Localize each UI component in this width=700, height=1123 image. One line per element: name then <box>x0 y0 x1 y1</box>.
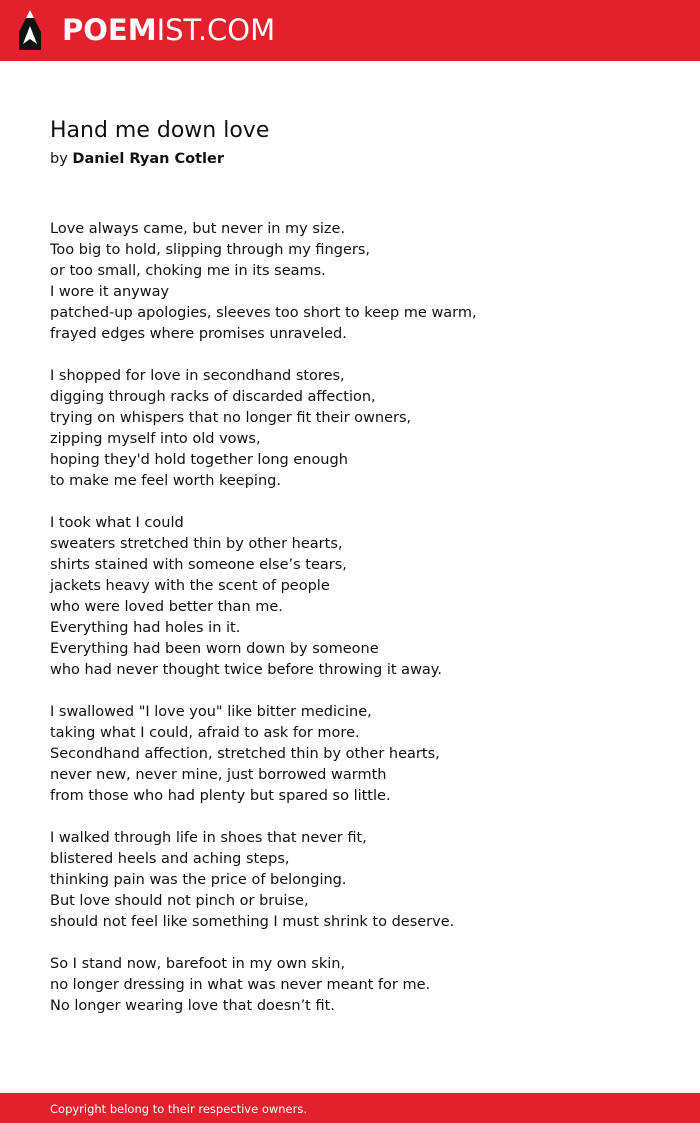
poem-line: never new, never mine, just borrowed warmth <box>50 767 387 783</box>
pencil-nib-icon <box>17 9 43 51</box>
logo-text-bold: POEM <box>62 13 157 47</box>
poem-line: I swallowed "I love you" like bitter medicine, <box>50 704 372 720</box>
poem-title: Hand me down love <box>50 118 270 143</box>
poem-line: But love should not pinch or bruise, <box>50 893 309 909</box>
poem-line: thinking pain was the price of belonging. <box>50 872 347 888</box>
poem-line: No longer wearing love that doesn’t fit. <box>50 998 335 1014</box>
poem-byline <box>50 149 224 169</box>
poem-line: zipping myself into old vows, <box>50 431 261 447</box>
copyright-notice: Copyright belong to their respective owners. <box>50 1102 308 1116</box>
poem-line: digging through racks of discarded affection, <box>50 389 376 405</box>
poem-line: shirts stained with someone else’s tears, <box>50 557 347 573</box>
poem-body <box>50 219 670 1038</box>
poem-line: Love always came, but never in my size. <box>50 221 346 237</box>
poem-line: Everything had holes in it. <box>50 620 241 636</box>
logo-text-light: IST.COM <box>156 13 276 47</box>
poem-line: from those who had plenty but spared so little. <box>50 788 391 804</box>
poem-line: So I stand now, barefoot in my own skin, <box>50 956 346 972</box>
poem-line: frayed edges where promises unraveled. <box>50 326 347 342</box>
poem-stanza <box>50 366 670 492</box>
poem-line: who had never thought twice before throwing it away. <box>50 662 442 678</box>
poem-line: or too small, choking me in its seams. <box>50 263 326 279</box>
site-header <box>0 0 700 61</box>
poem-stanza <box>50 702 670 807</box>
poem-line: to make me feel worth keeping. <box>50 473 281 489</box>
site-footer <box>0 1093 700 1123</box>
poem-line: Everything had been worn down by someone <box>50 641 379 657</box>
poem-line: patched-up apologies, sleeves too short to keep me warm, <box>50 305 477 321</box>
poem-line: Too big to hold, slipping through my fingers, <box>50 242 370 258</box>
by-label: by <box>50 151 68 167</box>
poem-stanza <box>50 219 670 345</box>
poem-stanza <box>50 954 670 1017</box>
poem-line: I took what I could <box>50 515 184 531</box>
poem-line: trying on whispers that no longer fit their owners, <box>50 410 412 426</box>
poem-stanza <box>50 828 670 933</box>
site-logo[interactable] <box>62 12 275 48</box>
poem-line: who were loved better than me. <box>50 599 283 615</box>
poem-line: I wore it anyway <box>50 284 170 300</box>
poem-line: blistered heels and aching steps, <box>50 851 290 867</box>
poem-line: jackets heavy with the scent of people <box>50 578 330 594</box>
poem-line: should not feel like something I must shrink to deserve. <box>50 914 455 930</box>
poem-line: taking what I could, afraid to ask for more. <box>50 725 360 741</box>
poem-line: sweaters stretched thin by other hearts, <box>50 536 343 552</box>
poem-author: Daniel Ryan Cotler <box>72 151 224 167</box>
poem-line: Secondhand affection, stretched thin by other hearts, <box>50 746 440 762</box>
poem-stanza <box>50 513 670 681</box>
poem-line: I walked through life in shoes that never fit, <box>50 830 367 846</box>
poem-line: hoping they'd hold together long enough <box>50 452 348 468</box>
poem-line: I shopped for love in secondhand stores, <box>50 368 345 384</box>
poem-line: no longer dressing in what was never meant for me. <box>50 977 431 993</box>
